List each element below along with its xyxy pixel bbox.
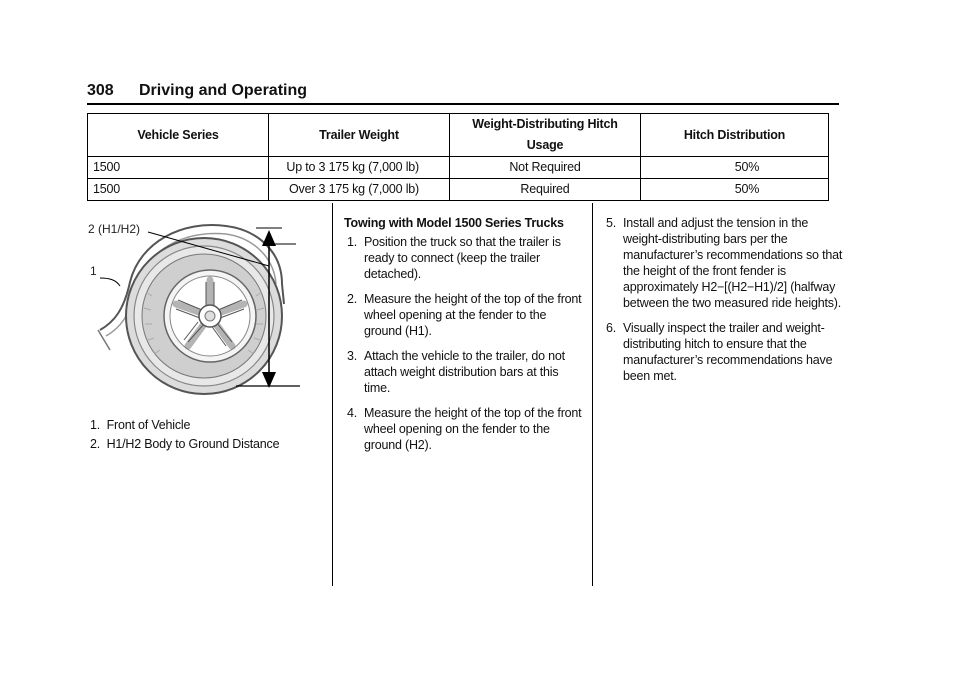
hitch-distribution-table <box>87 113 829 201</box>
column-header-hitch-distribution: Hitch Distribution <box>641 114 829 157</box>
table-header-row <box>88 114 829 157</box>
column-divider <box>592 203 593 586</box>
table-cell: 50% <box>641 179 829 201</box>
table-cell: Up to 3 175 kg (7,000 lb) <box>269 157 450 179</box>
caption-front-of-vehicle: Front of Vehicle <box>106 418 191 432</box>
towing-steps-column-2 <box>606 215 844 393</box>
column-header-vehicle-series: Vehicle Series <box>88 114 269 157</box>
step-text: Measure the height of the top of the front wheel opening on the fender to the ground (H2). <box>364 406 582 452</box>
step-text: Visually inspect the trailer and weight-distributing hitch to ensure that the manufacturer’s recommendations have been met. <box>623 321 833 383</box>
column-header-hitch-usage: Weight-Distributing Hitch Usage <box>450 114 641 157</box>
table-row <box>88 157 829 179</box>
towing-heading: Towing with Model 1500 Series Trucks <box>344 216 564 230</box>
section-title: Driving and Operating <box>139 82 308 99</box>
table-cell: 50% <box>641 157 829 179</box>
list-item: 5. Install and adjust the tension in the weight-distributing bars per the manufacturer’s recommendations so that the height of the front fender is approximately H2−[(H2−H1)/2] (halfway between the two measured ride heights). <box>606 216 843 310</box>
table-row <box>88 179 829 201</box>
figure-caption-list <box>90 418 325 456</box>
wheel-diagram-illustration <box>86 212 306 400</box>
table-cell: 1500 <box>88 157 269 179</box>
step-text: Measure the height of the top of the front wheel opening at the fender to the ground (H1). <box>364 292 582 338</box>
list-item: 2. Measure the height of the top of the front wheel opening at the fender to the ground (H1). <box>347 292 582 338</box>
table-cell: Not Required <box>450 157 641 179</box>
step-text: Install and adjust the tension in the weight-distributing bars per the manufacturer’s recommendations so that the height of the front fender is approximately H2−[(H2−H1)/2] (halfway between the two measured ride heights). <box>623 216 843 310</box>
list-item: 6. Visually inspect the trailer and weight-distributing hitch to ensure that the manufacturer’s recommendations have been met. <box>606 321 833 383</box>
header-rule <box>87 103 839 105</box>
towing-steps-column-1 <box>344 215 586 462</box>
page-number: 308 <box>87 82 114 99</box>
list-item: 2. H1/H2 Body to Ground Distance <box>90 437 280 451</box>
column-header-trailer-weight: Trailer Weight <box>269 114 450 157</box>
table-cell: 1500 <box>88 179 269 201</box>
list-item: 1. Position the truck so that the trailer is ready to connect (keep the trailer detached). <box>347 235 561 281</box>
list-item: 4. Measure the height of the top of the front wheel opening on the fender to the ground (H2). <box>347 406 582 452</box>
list-item: 1. Front of Vehicle <box>90 418 191 432</box>
callout-label-2: 2 (H1/H2) <box>88 222 141 236</box>
list-item: 3. Attach the vehicle to the trailer, do not attach weight distribution bars at this time. <box>347 349 565 395</box>
step-text: Attach the vehicle to the trailer, do not attach weight distribution bars at this time. <box>364 349 565 395</box>
callout-label-1: 1 <box>90 264 97 278</box>
column-divider <box>332 203 333 586</box>
table-cell: Over 3 175 kg (7,000 lb) <box>269 179 450 201</box>
step-text: Position the truck so that the trailer is ready to connect (keep the trailer detached). <box>364 235 561 281</box>
caption-h1-h2-distance: H1/H2 Body to Ground Distance <box>106 437 280 451</box>
table-cell: Required <box>450 179 641 201</box>
wheel-height-figure <box>86 212 306 400</box>
